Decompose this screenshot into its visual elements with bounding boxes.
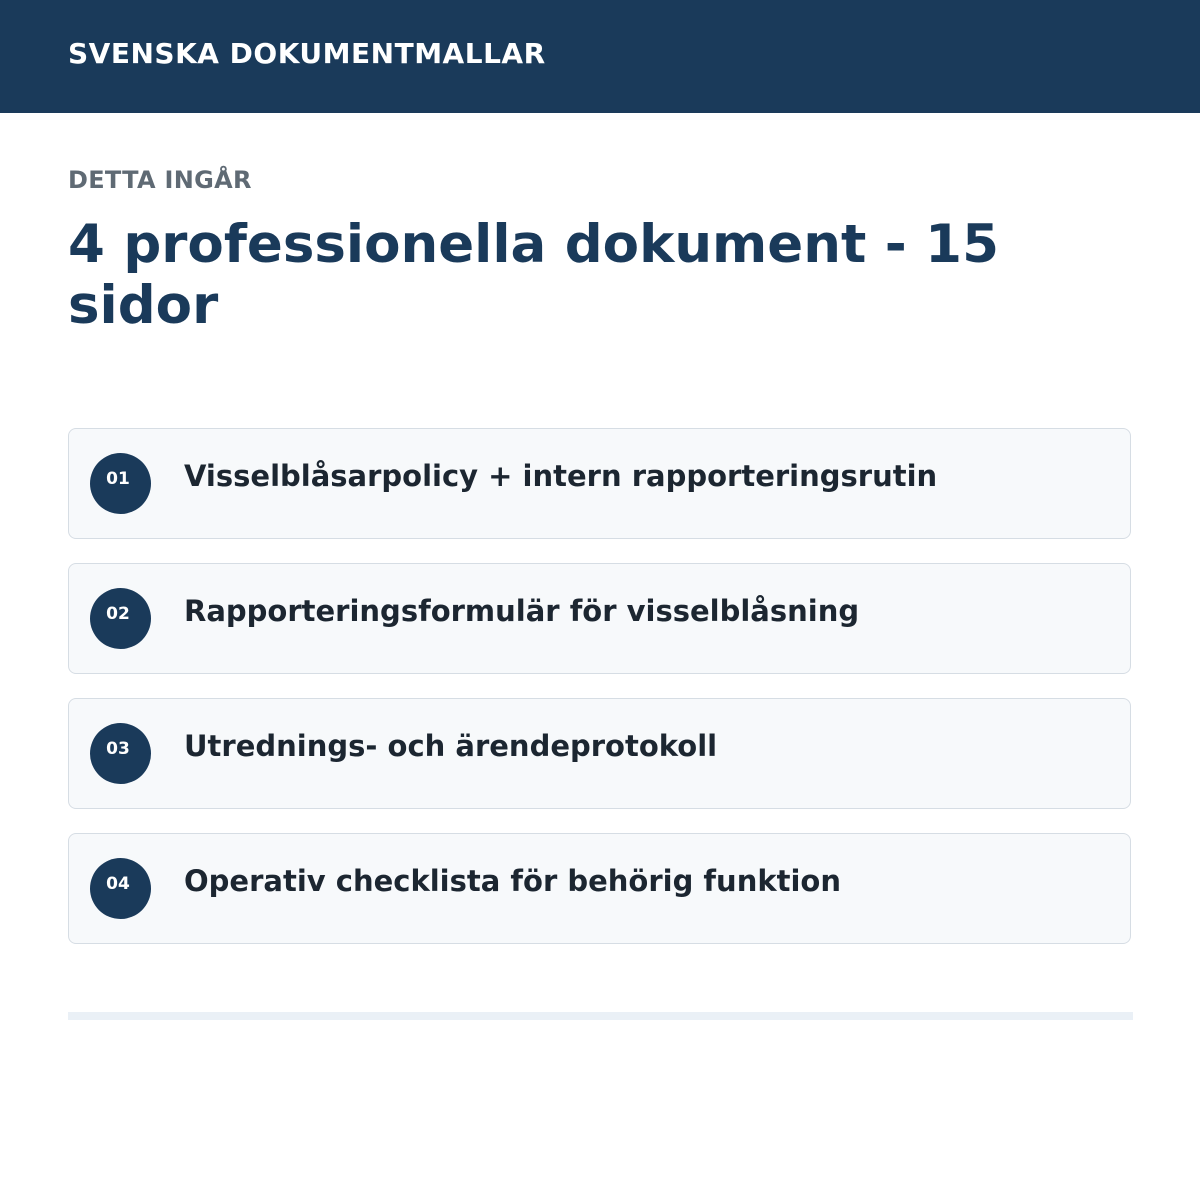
section-divider <box>68 1012 1133 1020</box>
brand-name: SVENSKA DOKUMENTMALLAR <box>68 37 546 70</box>
document-title: Visselblåsarpolicy + intern rapporteringsrutin <box>184 459 938 493</box>
number-badge <box>90 453 151 514</box>
top-header <box>0 0 1200 113</box>
document-card-4 <box>68 833 1131 944</box>
number-badge-label: 01 <box>106 469 130 489</box>
number-badge <box>90 858 151 919</box>
document-title: Rapporteringsformulär för visselblåsning <box>184 594 860 628</box>
document-title: Operativ checklista för behörig funktion <box>184 864 842 898</box>
page-title: 4 professionella dokument - 15 sidor <box>68 214 999 336</box>
number-badge-label: 03 <box>106 739 130 759</box>
document-card-3 <box>68 698 1131 809</box>
number-badge-label: 02 <box>106 604 130 624</box>
document-card-2 <box>68 563 1131 674</box>
number-badge <box>90 723 151 784</box>
number-badge-label: 04 <box>106 874 130 894</box>
section-eyebrow: DETTA INGÅR <box>68 166 252 194</box>
document-card-1 <box>68 428 1131 539</box>
number-badge <box>90 588 151 649</box>
document-title: Utrednings- och ärendeprotokoll <box>184 729 718 763</box>
